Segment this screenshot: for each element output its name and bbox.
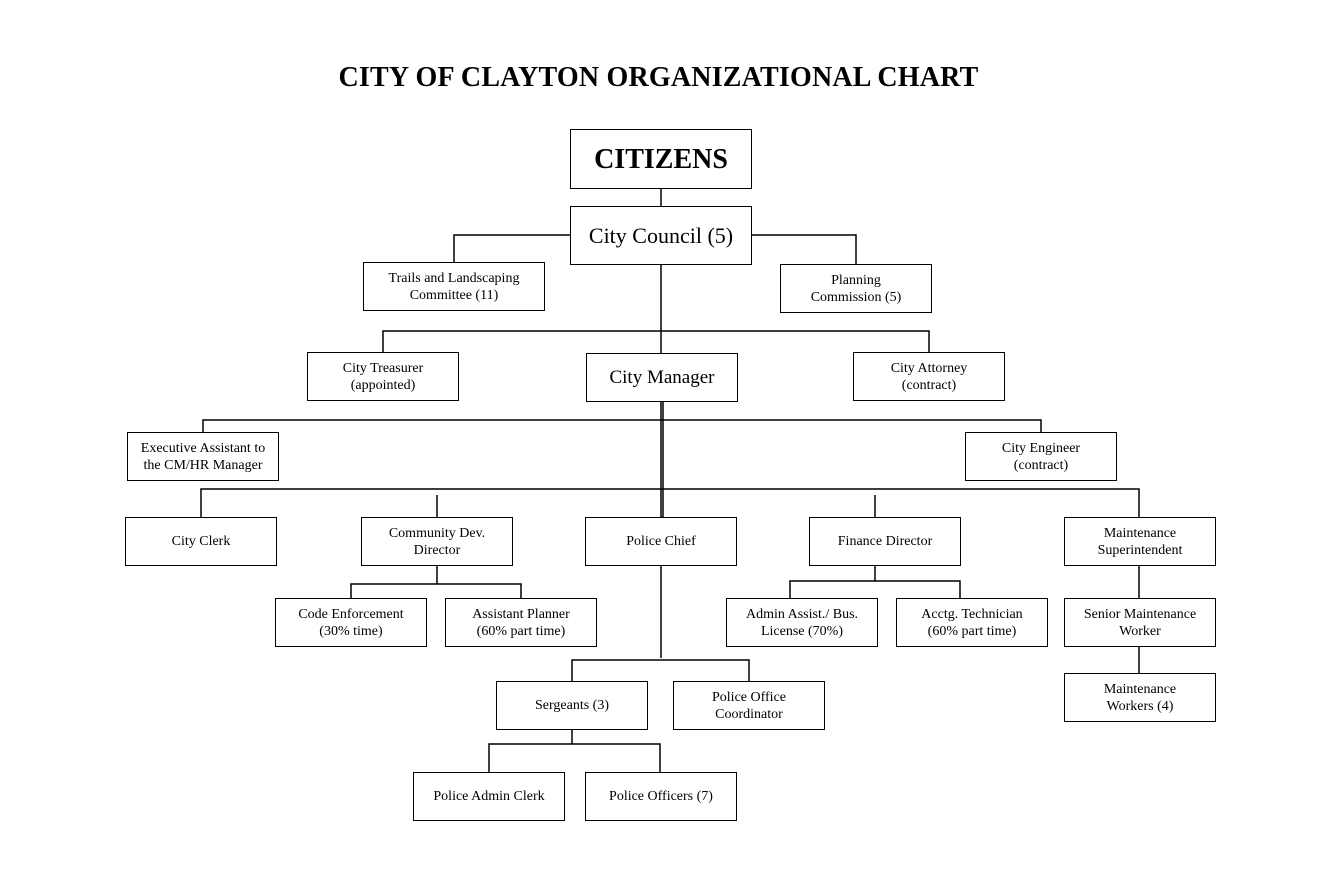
node-city-manager: City Manager xyxy=(586,353,738,402)
node-police-chief: Police Chief xyxy=(585,517,737,566)
node-city-treasurer: City Treasurer (appointed) xyxy=(307,352,459,401)
node-city-attorney: City Attorney (contract) xyxy=(853,352,1005,401)
node-citizens: CITIZENS xyxy=(570,129,752,189)
node-assistant-planner: Assistant Planner (60% part time) xyxy=(445,598,597,647)
node-sergeants: Sergeants (3) xyxy=(496,681,648,730)
node-community-dev-director: Community Dev. Director xyxy=(361,517,513,566)
node-city-clerk: City Clerk xyxy=(125,517,277,566)
node-maintenance-superintendent: Maintenance Superintendent xyxy=(1064,517,1216,566)
node-city-engineer: City Engineer (contract) xyxy=(965,432,1117,481)
node-trails-committee: Trails and Landscaping Committee (11) xyxy=(363,262,545,311)
node-finance-director: Finance Director xyxy=(809,517,961,566)
node-code-enforcement: Code Enforcement (30% time) xyxy=(275,598,427,647)
node-senior-maintenance-worker: Senior Maintenance Worker xyxy=(1064,598,1216,647)
node-police-office-coordinator: Police Office Coordinator xyxy=(673,681,825,730)
node-maintenance-workers: Maintenance Workers (4) xyxy=(1064,673,1216,722)
node-police-admin-clerk: Police Admin Clerk xyxy=(413,772,565,821)
chart-title: CITY OF CLAYTON ORGANIZATIONAL CHART xyxy=(338,62,979,93)
node-acctg-technician: Acctg. Technician (60% part time) xyxy=(896,598,1048,647)
node-admin-assist: Admin Assist./ Bus. License (70%) xyxy=(726,598,878,647)
node-police-officers: Police Officers (7) xyxy=(585,772,737,821)
node-planning-commission: Planning Commission (5) xyxy=(780,264,932,313)
node-executive-assistant: Executive Assistant to the CM/HR Manager xyxy=(127,432,279,481)
node-city-council: City Council (5) xyxy=(570,206,752,265)
